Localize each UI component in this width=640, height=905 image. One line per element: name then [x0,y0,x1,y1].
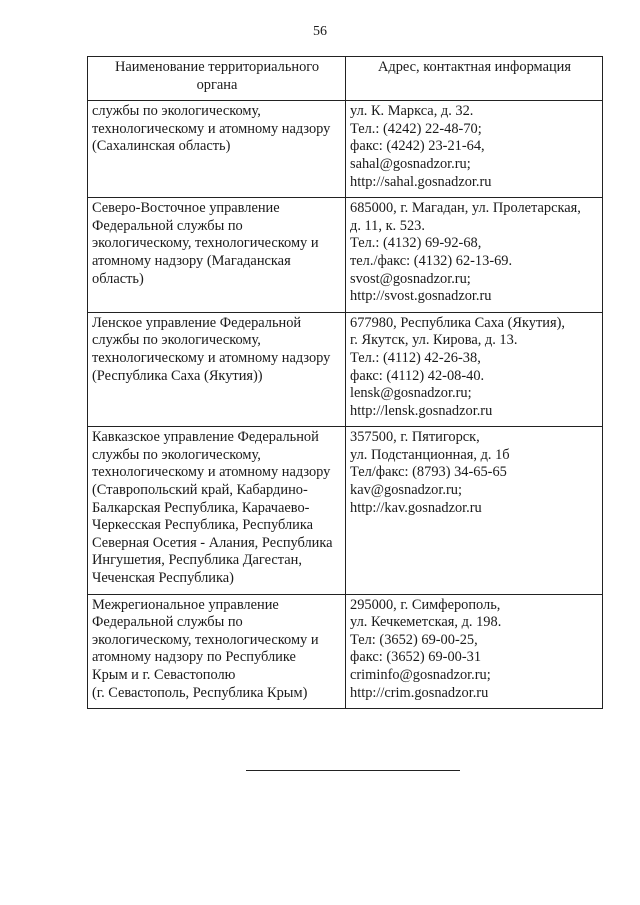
body-name-line: (Ставропольский край, Кабардино- [92,482,308,499]
cell-address [346,198,603,313]
body-name-line: (Сахалинская область) [92,138,231,155]
cell-body-name [88,594,346,709]
address-line: http://sahal.gosnadzor.ru [350,173,492,190]
header-name-line: органа [196,76,238,93]
header-address-line: Адрес, контактная информация [378,59,571,75]
address-line: Тел.: (4132) 69-92-68, [350,235,482,252]
body-name-line: технологическому и атомному надзору [92,120,331,137]
address-line: ул. Кечкеметская, д. 198. [350,614,502,631]
address-line: 295000, г. Симферополь, [350,596,501,613]
territorial-bodies-table [87,56,603,709]
address-line: факс: (4242) 23-21-64, [350,138,485,155]
body-name-line: область) [92,270,144,287]
body-name-line: Черкесская Республика, Республика [92,517,313,534]
address-line: ул. К. Маркса, д. 32. [350,103,474,120]
address-line: criminfo@gosnadzor.ru; [350,667,491,683]
body-name-line: Ингушетия, Республика Дагестан, [92,552,302,569]
address-line: svost@gosnadzor.ru; [350,270,471,287]
address-line: Тел.: (4112) 42-26-38, [350,349,481,366]
body-name-line: Межрегиональное управление [92,596,279,613]
body-name-line: Федеральной службы по [92,614,243,631]
body-name-line: экологическому, технологическому и [92,235,319,252]
body-name-line: технологическому и атомному надзору [92,464,331,481]
address-line: 685000, г. Магадан, ул. Пролетарская, [350,200,581,217]
table-row [88,312,603,427]
cell-address [346,101,603,198]
address-line: Тел.: (4242) 22-48-70; [350,120,482,137]
cell-body-name [88,198,346,313]
table-row [88,198,603,313]
body-name-line: Балкарская Республика, Карачаево- [92,499,310,516]
address-line: Тел/факс: (8793) 34-65-65 [350,464,507,481]
end-divider [246,770,460,771]
body-name-line: Северная Осетия - Алания, Республика [92,534,333,551]
body-name-line: службы по экологическому, [92,332,261,349]
address-line: http://lensk.gosnadzor.ru [350,402,493,419]
table-row [88,594,603,709]
cell-body-name [88,312,346,427]
body-name-line: Кавказское управление Федеральной [92,429,319,446]
address-line: http://crim.gosnadzor.ru [350,684,489,701]
header-name-line: Наименование территориального [114,59,320,75]
address-line: факс: (3652) 69-00-31 [350,649,482,666]
address-line: lensk@gosnadzor.ru; [350,385,472,402]
body-name-line: Крым и г. Севастополю [92,667,236,683]
header-address [346,57,603,101]
body-name-line: Ленское управление Федеральной [92,314,302,331]
body-name-line: Федеральной службы по [92,217,243,234]
address-line: http://svost.gosnadzor.ru [350,288,492,305]
address-line: http://kav.gosnadzor.ru [350,499,482,516]
table-row [88,427,603,594]
body-name-line: Чеченская Республика) [92,570,234,587]
body-name-line: атомному надзору (Магаданская [92,252,291,269]
cell-body-name [88,101,346,198]
header-name [88,57,346,101]
body-name-line: (Республика Саха (Якутия)) [92,367,263,384]
table-header-row [88,57,603,101]
body-name-line: службы по экологическому, [92,103,261,120]
body-name-line: атомному надзору по Республике [92,649,296,666]
address-line: kav@gosnadzor.ru; [350,482,462,499]
page-number: 56 [313,24,327,39]
table-row [88,101,603,198]
body-name-line: технологическому и атомному надзору [92,349,331,366]
address-line: 677980, Республика Саха (Якутия), [350,314,565,331]
address-line: sahal@gosnadzor.ru; [350,155,471,172]
address-line: ул. Подстанционная, д. 1б [350,446,510,463]
address-line: д. 11, к. 523. [350,217,425,234]
cell-address [346,312,603,427]
cell-body-name [88,427,346,594]
body-name-line: Северо-Восточное управление [92,200,280,217]
address-line: г. Якутск, ул. Кирова, д. 13. [350,332,518,349]
body-name-line: службы по экологическому, [92,446,261,463]
address-line: тел./факс: (4132) 62-13-69. [350,252,513,269]
address-line: факс: (4112) 42-08-40. [350,367,485,384]
cell-address [346,594,603,709]
body-name-line: (г. Севастополь, Республика Крым) [92,684,308,701]
body-name-line: экологическому, технологическому и [92,631,319,648]
address-line: 357500, г. Пятигорск, [350,429,480,446]
address-line: Тел: (3652) 69-00-25, [350,631,478,648]
cell-address [346,427,603,594]
